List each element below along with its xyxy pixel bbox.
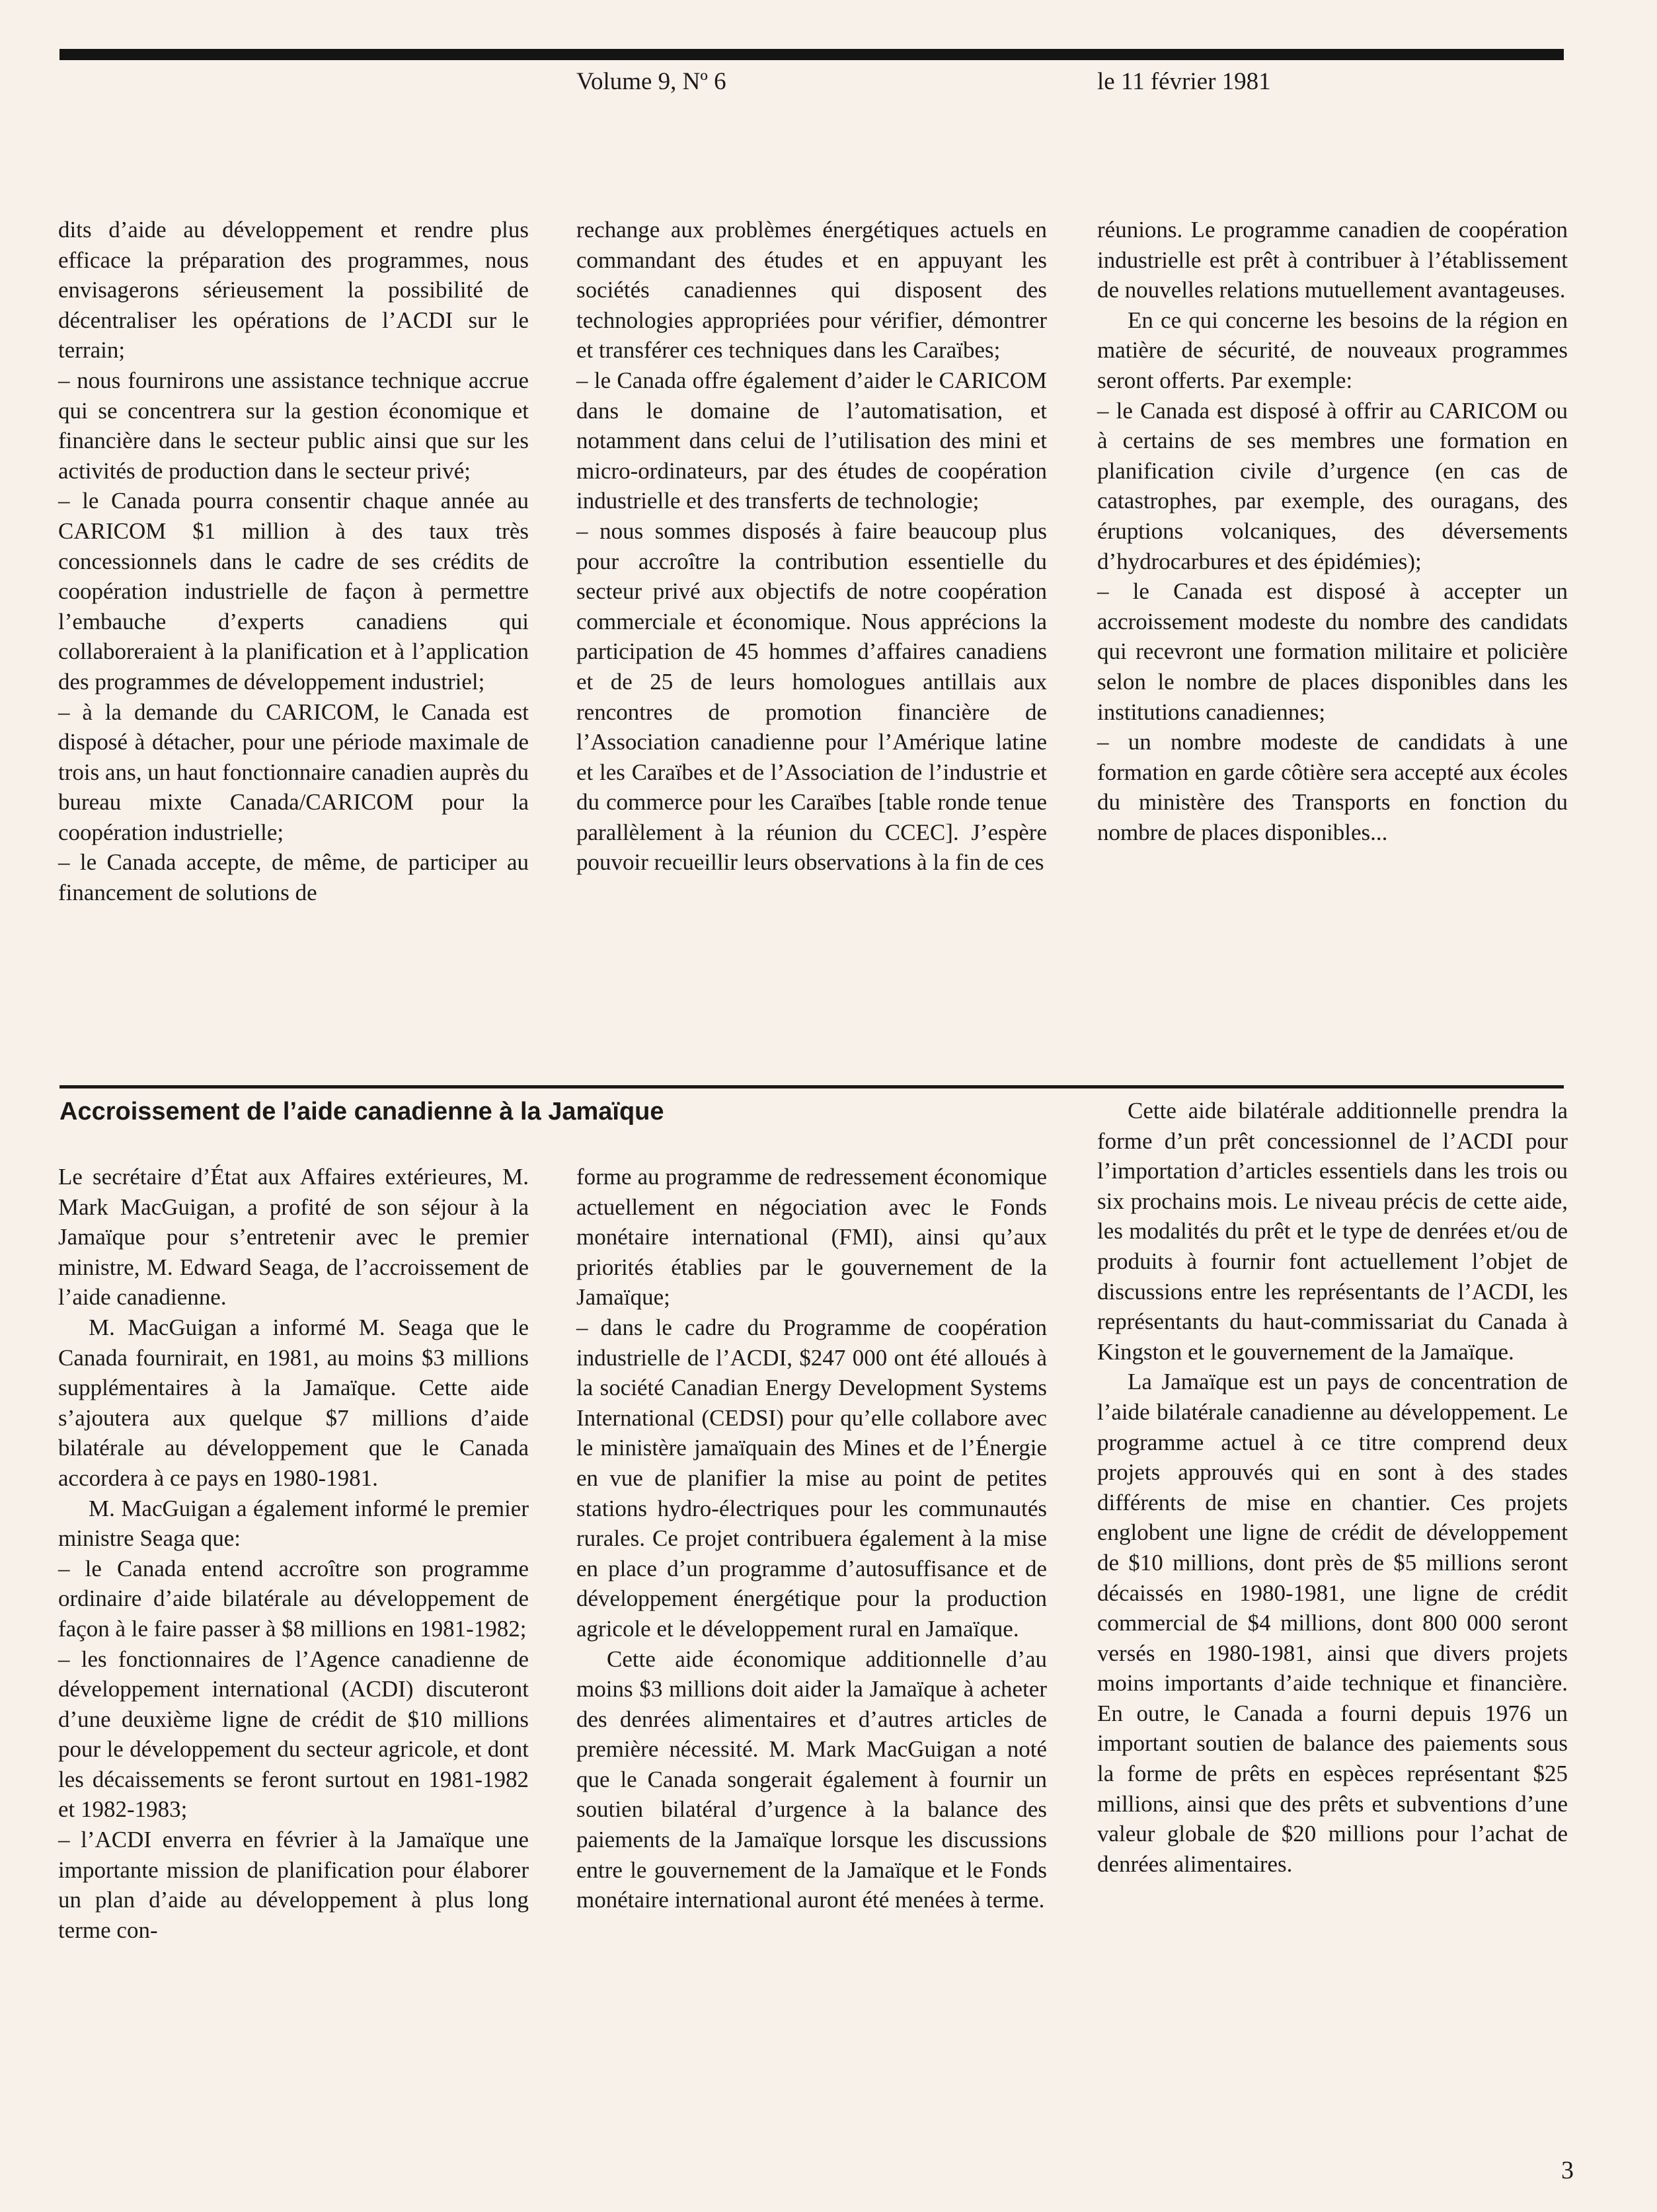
paragraph: M. MacGuigan a informé M. Seaga que le Canada fournirait, en 1981, au moins $3 millions supplémentaires à la Jamaïque. Cette aide s’ajoutera aux quelque $7 millions d’aide bilatérale au développement que le Canada accordera à ce pays en 1980-1981.	[58, 1314, 529, 1491]
article-column-1	[58, 1162, 529, 1945]
article-column-2	[576, 1162, 1047, 1915]
masthead-rule	[59, 49, 1564, 60]
list-item: – le Canada entend accroître son programme ordinaire d’aide bilatérale au développement de façon à le faire passer à $8 millions en 1981-1982;	[58, 1555, 529, 1642]
list-item: – à la demande du CARICOM, le Canada est disposé à détacher, pour une période maximale de trois ans, un haut fonctionnaire canadien auprès du bureau mixte Canada/CARICOM pour la coopération industrielle;	[58, 699, 529, 845]
list-item: – le Canada offre également d’aider le CARICOM dans le domaine de l’automatisation, et notamment dans celui de l’utilisation des mini et micro-ordinateurs, par des études de coopération industrielle et des transferts de technologie;	[576, 367, 1047, 514]
paragraph: rechange aux problèmes énergétiques actuels en commandant des études et en appuyant les sociétés canadiennes qui disposent des technologies appropriées pour vérifier, démontrer et transférer ces techniques dans les Caraïbes;	[576, 217, 1047, 363]
page-number: 3	[1561, 2156, 1574, 2184]
article-title: Accroissement de l’aide canadienne à la Jamaïque	[59, 1098, 664, 1125]
paragraph: Cette aide bilatérale additionnelle prendra la forme d’un prêt concessionnel de l’ACDI pour l’importation d’articles essentiels dans les trois ou six prochains mois. Le niveau précis de cette aide, les modalités du prêt et le type de denrées et/ou de produits à fournir font actuellement l’objet de discussions entre les représentants de l’ACDI, les représentants du haut-commissariat du Canada à Kingston et le gouvernement de la Jamaïque.	[1097, 1098, 1568, 1365]
list-item: – un nombre modeste de candidats à une formation en garde côtière sera accepté aux écoles du ministère des Transports en fonction du nombre de places disponibles...	[1097, 729, 1568, 845]
article-column-3	[1097, 1096, 1568, 1879]
list-item: – le Canada pourra consentir chaque année au CARICOM $1 million à des taux très concessionnels dans le cadre de ses crédits de coopération industrielle de façon à permettre l’embauche d’experts canadiens qui collaboreraient à la planification et à l’application des programmes de développement industriel;	[58, 488, 529, 695]
paragraph: M. MacGuigan a également informé le premier ministre Seaga que:	[58, 1495, 529, 1552]
list-item: – les fonctionnaires de l’Agence canadienne de développement international (ACDI) discuteront d’une deuxième ligne de crédit de $10 millions pour le développement du secteur agricole, et dont les décaissements se feront surtout en 1981-1982 et 1982-1983;	[58, 1646, 529, 1823]
paragraph: dits d’aide au développement et rendre plus efficace la préparation des programmes, nous envisagerons sérieusement la possibilité de décentraliser les opérations de l’ACDI sur le terrain;	[58, 217, 529, 363]
top-column-1	[58, 215, 529, 908]
list-item: – l’ACDI enverra en février à la Jamaïque une importante mission de planification pour élaborer un plan d’aide au développement à plus long terme con-	[58, 1827, 529, 1943]
list-item: – le Canada accepte, de même, de participer au financement de solutions de	[58, 849, 529, 906]
list-item: – dans le cadre du Programme de coopération industrielle de l’ACDI, $247 000 ont été alloués à la société Canadian Energy Development Systems International (CEDSI) pour qu’elle collabore avec le ministère jamaïquain des Mines et de l’Énergie en vue de planifier la mise au point de petites stations hydro-électriques pour les communautés rurales. Ce projet contribuera également à la mise en place d’un programme d’autosuffisance et de développement énergétique pour la production agricole et le développement rural en Jamaïque.	[576, 1314, 1047, 1642]
paragraph: En ce qui concerne les besoins de la région en matière de sécurité, de nouveaux programmes seront offerts. Par exemple:	[1097, 307, 1568, 393]
list-item: – nous fournirons une assistance technique accrue qui se concentrera sur la gestion économique et financière dans le secteur public ainsi que sur les activités de production dans le secteur privé;	[58, 367, 529, 484]
list-item: – le Canada est disposé à offrir au CARICOM ou à certains de ses membres une formation en planification civile d’urgence (en cas de catastrophes, par exemple, des ouragans, des éruptions volcaniques, des déversements d’hydrocarbures et des épidémies);	[1097, 397, 1568, 574]
issue-volume: Volume 9, Nº 6	[576, 68, 726, 95]
paragraph: réunions. Le programme canadien de coopération industrielle est prêt à contribuer à l’établissement de nouvelles relations mutuellement avantageuses.	[1097, 217, 1568, 303]
section-divider	[59, 1085, 1564, 1088]
top-column-2	[576, 215, 1047, 878]
top-column-3	[1097, 215, 1568, 847]
list-item: – le Canada est disposé à accepter un accroissement modeste du nombre des candidats qui recevront une formation militaire et policière selon le nombre de places disponibles dans les institutions canadiennes;	[1097, 578, 1568, 725]
paragraph: Le secrétaire d’État aux Affaires extérieures, M. Mark MacGuigan, a profité de son séjour à la Jamaïque pour s’entretenir avec le premier ministre, M. Edward Seaga, de l’accroissement de l’aide canadienne.	[58, 1164, 529, 1311]
paragraph: forme au programme de redressement économique actuellement en négociation avec le Fonds monétaire international (FMI), ainsi qu’aux priorités établies par le gouvernement de la Jamaïque;	[576, 1164, 1047, 1311]
paragraph: Cette aide économique additionnelle d’au moins $3 millions doit aider la Jamaïque à acheter des denrées alimentaires et d’autres articles de première nécessité. M. Mark MacGuigan a noté que le Canada songerait également à fournir un soutien bilatéral d’urgence à la balance des paiements de la Jamaïque lorsque les discussions entre le gouvernement de la Jamaïque et le Fonds monétaire international auront été menées à terme.	[576, 1646, 1047, 1913]
list-item: – nous sommes disposés à faire beaucoup plus pour accroître la contribution essentielle du secteur privé aux objectifs de notre coopération commerciale et économique. Nous apprécions la participation de 45 hommes d’affaires canadiens et de 25 de leurs homologues antillais aux rencontres de promotion financière de l’Association canadienne pour l’Amérique latine et les Caraïbes et de l’Association de l’industrie et du commerce pour les Caraïbes [table ronde tenue parallèlement à la réunion du CCEC]. J’espère pouvoir recueillir leurs observations à la fin de ces	[576, 517, 1047, 876]
paragraph: La Jamaïque est un pays de concentration de l’aide bilatérale canadienne au développement. Le programme actuel à ce titre comprend deux projets approuvés qui en sont à des stades différents de mise en chantier. Ces projets englobent une ligne de crédit de développement de $10 millions, dont près de $5 millions seront décaissés en 1980-1981, une ligne de crédit commercial de $4 millions, dont 800 000 seront versés en 1980-1981, ainsi que divers projets moins importants d’aide technique et financière. En outre, le Canada a fourni depuis 1976 un important soutien de balance des paiements sous la forme de prêts en espèces représentant $25 millions, ainsi que des prêts et subventions d’une valeur globale de $20 millions pour l’achat de denrées alimentaires.	[1097, 1369, 1568, 1877]
issue-date: le 11 février 1981	[1097, 68, 1271, 95]
